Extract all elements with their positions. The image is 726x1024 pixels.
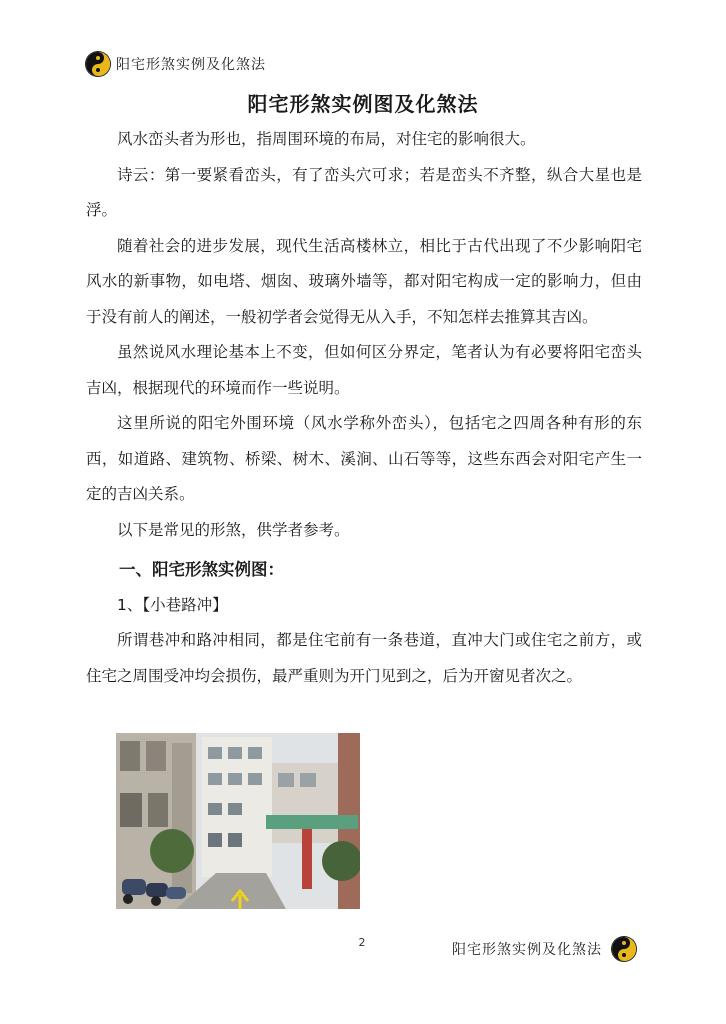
yin-yang-icon bbox=[612, 937, 636, 961]
page-title: 阳宅形煞实例图及化煞法 bbox=[247, 92, 479, 116]
body-text bbox=[86, 122, 642, 694]
item-label: 1、【小巷路冲】 bbox=[117, 595, 228, 614]
running-footer bbox=[452, 936, 636, 962]
paragraph-1: 风水峦头者为形也，指周围环境的布局，对住宅的影响很大。 bbox=[117, 130, 536, 148]
paragraph-5: 这里所说的阳宅外围环境（风水学称外峦头），包括宅之四周各种有形的东西，如道路、建筑物、桥梁、树木、溪涧、山石等等，这些东西会对阳宅产生一定的吉凶关系。 bbox=[86, 414, 642, 503]
yin-yang-icon bbox=[86, 52, 110, 76]
page-number: 2 bbox=[358, 936, 366, 949]
street-photo bbox=[116, 733, 360, 909]
running-header bbox=[86, 50, 266, 78]
paragraph-4: 虽然说风水理论基本上不变，但如何区分界定，笔者认为有必要将阳宅峦头吉凶，根据现代的环境而作一些说明。 bbox=[86, 343, 642, 397]
section-heading: 一、阳宅形煞实例图： bbox=[119, 560, 284, 579]
item-paragraph: 所谓巷冲和路冲相同，都是住宅前有一条巷道，直冲大门或住宅之前方，或住宅之周围受冲均会损伤，最严重则为开门见到之，后为开窗见者次之。 bbox=[86, 631, 642, 685]
paragraph-2: 诗云：第一要紧看峦头，有了峦头穴可求；若是峦头不齐整，纵合大星也是浮。 bbox=[86, 165, 642, 219]
paragraph-3: 随着社会的进步发展，现代生活高楼林立，相比于古代出现了不少影响阳宅风水的新事物，如电塔、烟囱、玻璃外墙等，都对阳宅构成一定的影响力，但由于没有前人的阐述，一般初学者会觉得无从入手，不知怎样去推算其吉凶。 bbox=[86, 236, 642, 326]
footer-title: 阳宅形煞实例及化煞法 bbox=[452, 942, 602, 958]
paragraph-6: 以下是常见的形煞，供学者参考。 bbox=[117, 520, 350, 539]
header-title: 阳宅形煞实例及化煞法 bbox=[116, 57, 266, 73]
